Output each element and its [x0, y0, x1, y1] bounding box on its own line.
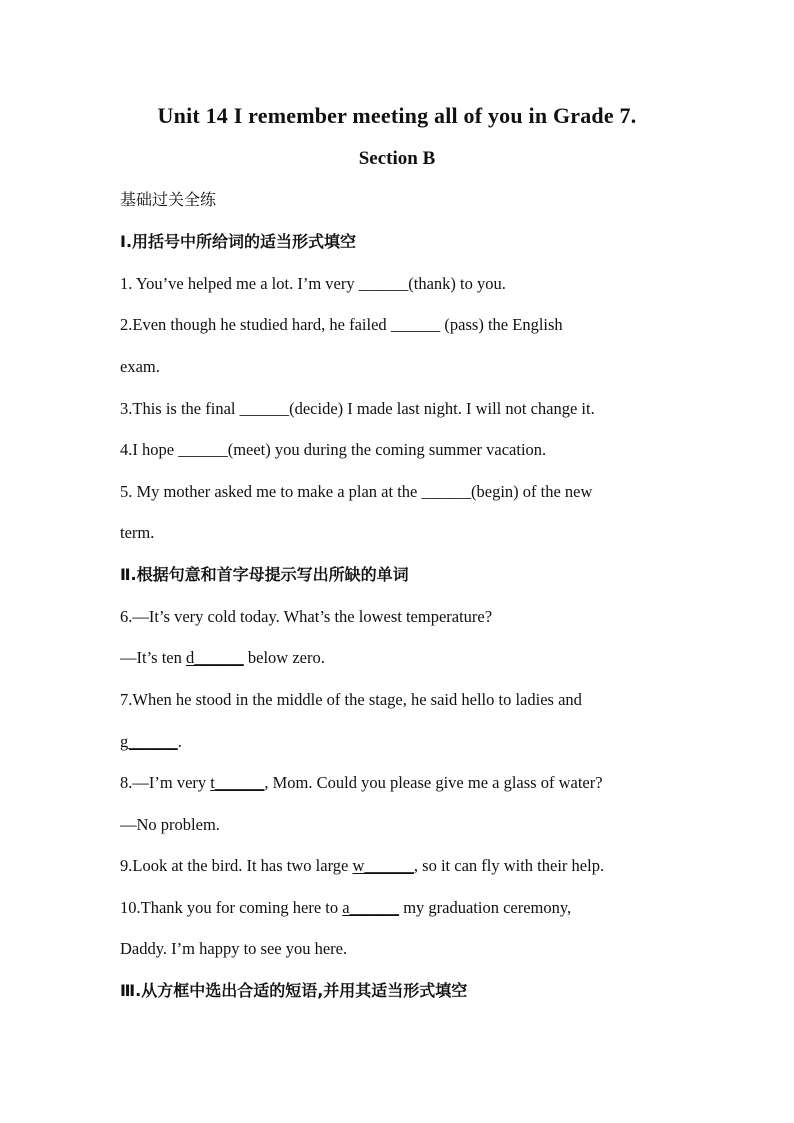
text: 8.—I’m very [120, 773, 211, 792]
question-7-cont [120, 732, 680, 752]
question-2-cont: exam. [120, 357, 160, 376]
section-subtitle: Section B [358, 148, 436, 169]
question-7: 7.When he stood in the middle of the stage, he said hello to ladies and [120, 690, 582, 709]
question-3: 3.This is the final ______(decide) I made last night. I will not change it. [120, 399, 595, 418]
question-6-answer [120, 648, 680, 668]
text: below zero. [243, 648, 325, 667]
blank-d[interactable]: d______ [186, 648, 244, 667]
question-8-reply: —No problem. [120, 815, 220, 834]
text: 10.Thank you for coming here to [120, 898, 343, 917]
section-3-heading: Ⅲ.从方框中选出合适的短语,并用其适当形式填空 [120, 981, 468, 1000]
section-1-heading: Ⅰ.用括号中所给词的适当形式填空 [120, 232, 357, 251]
question-4: 4.I hope ______(meet) you during the coming summer vacation. [120, 440, 547, 459]
text: —It’s ten [120, 648, 186, 667]
question-5-cont: term. [120, 523, 155, 542]
question-5: 5. My mother asked me to make a plan at the ______(begin) of the new [120, 482, 593, 501]
question-9 [120, 856, 680, 876]
question-6: 6.—It’s very cold today. What’s the lowest temperature? [120, 607, 493, 626]
question-1: 1. You’ve helped me a lot. I’m very ______(thank) to you. [120, 274, 506, 293]
page-title: Unit 14 I remember meeting all of you in Grade 7. [157, 103, 637, 128]
question-2: 2.Even though he studied hard, he failed ______ (pass) the English [120, 315, 563, 334]
blank-w[interactable]: w______ [352, 856, 414, 875]
text: 9.Look at the bird. It has two large [120, 856, 353, 875]
text: . [177, 732, 182, 751]
question-10-cont: Daddy. I’m happy to see you here. [120, 939, 348, 958]
question-10 [120, 898, 680, 918]
blank-t[interactable]: t______ [210, 773, 265, 792]
text: , so it can fly with their help. [413, 856, 605, 875]
text: my graduation ceremony, [399, 898, 572, 917]
practice-heading: 基础过关全练 [120, 190, 217, 209]
blank-g[interactable]: g______ [120, 732, 178, 751]
section-2-heading: Ⅱ.根据句意和首字母提示写出所缺的单词 [120, 565, 409, 584]
text: , Mom. Could you please give me a glass of water? [264, 773, 603, 792]
question-8 [120, 773, 680, 793]
blank-a[interactable]: a______ [342, 898, 400, 917]
